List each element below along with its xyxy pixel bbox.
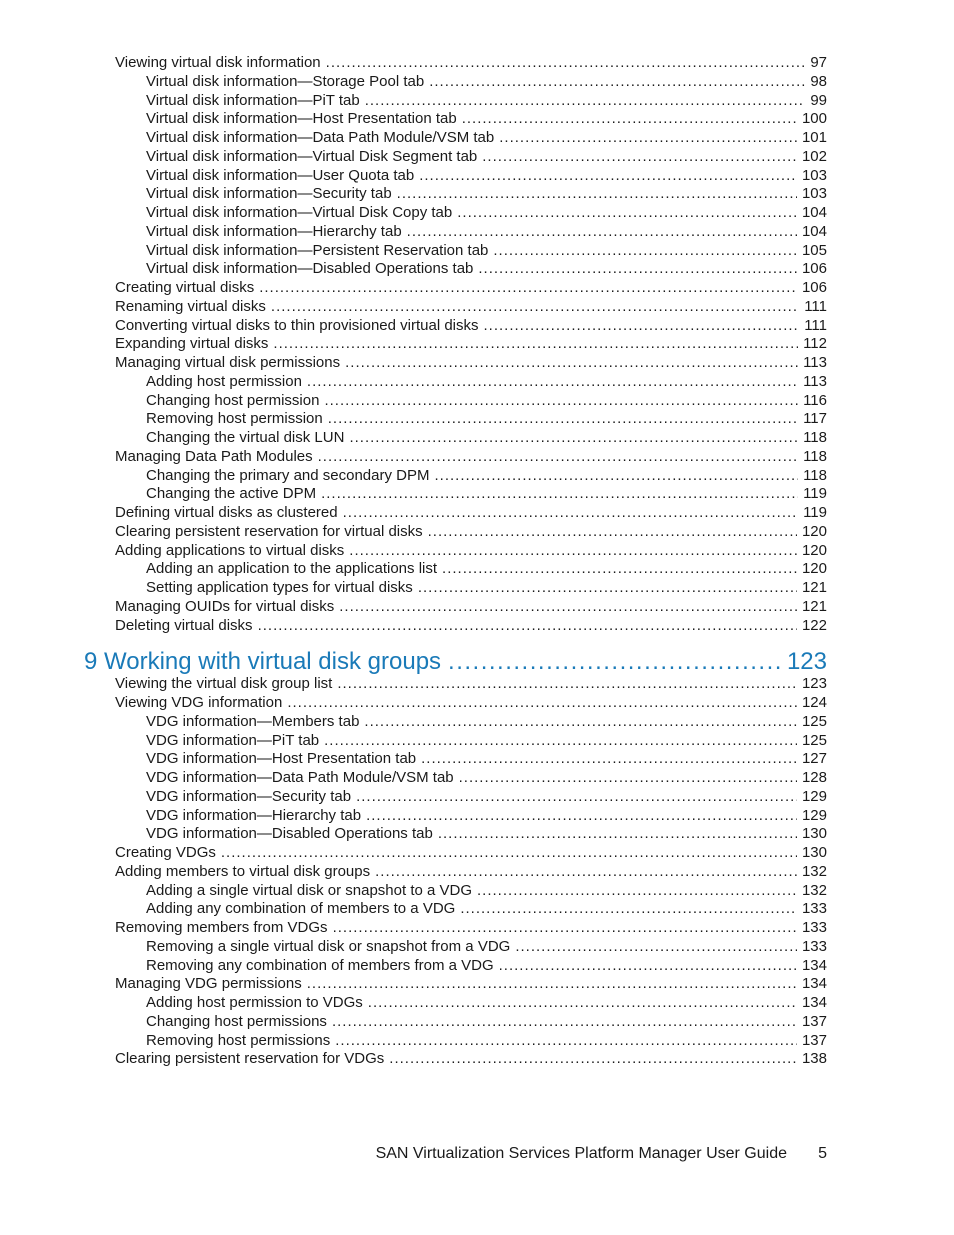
toc-entry-page-number: 138: [801, 1050, 827, 1068]
toc-entry-page-number: 132: [801, 862, 827, 880]
toc-entry-title: Viewing the virtual disk group list: [115, 675, 333, 693]
toc-entry[interactable]: [146, 994, 827, 1013]
toc-entry-page-number: 113: [803, 372, 827, 390]
toc-entry-title: VDG information—Security tab: [146, 787, 352, 805]
toc-entry-page-number: 129: [801, 787, 827, 805]
toc-entry-page-number: 124: [801, 694, 827, 711]
dot-leader: [324, 732, 797, 751]
toc-entry-page-number: 133: [801, 919, 827, 936]
dot-leader: [349, 429, 798, 448]
chapter-heading[interactable]: [84, 649, 827, 675]
toc-entry-title: VDG information—Host Presentation tab: [146, 750, 417, 768]
dot-leader: [335, 1032, 797, 1051]
dot-leader: [259, 279, 797, 298]
toc-entry[interactable]: [146, 560, 827, 579]
toc-entry[interactable]: [115, 354, 827, 373]
toc-entry-page-number: 127: [801, 750, 827, 768]
toc-entry-title: Removing a single virtual disk or snapshot from a VDG: [146, 937, 511, 955]
toc-entry-page-number: 133: [801, 900, 827, 918]
toc-entry-page-number: 137: [801, 1012, 827, 1030]
toc-entry-page-number: 116: [803, 391, 827, 409]
dot-leader: [324, 392, 798, 411]
toc-entry-title: Removing host permission: [146, 410, 323, 428]
dot-leader: [477, 882, 797, 901]
toc-entry-page-number: 111: [804, 316, 827, 334]
toc-entry[interactable]: [146, 788, 827, 807]
toc-entry-page-number: 130: [801, 825, 827, 843]
dot-leader: [343, 504, 798, 523]
dot-leader: [499, 129, 797, 148]
dot-leader: [478, 260, 797, 279]
dot-leader: [484, 317, 800, 336]
toc-entry[interactable]: [146, 410, 827, 429]
toc-entry-title: Virtual disk information—User Quota tab: [146, 166, 415, 184]
dot-leader: [397, 185, 797, 204]
dot-leader: [460, 900, 797, 919]
toc-entry-title: Adding members to virtual disk groups: [115, 862, 371, 880]
toc-entry-title: Virtual disk information—Virtual Disk Copy tab: [146, 204, 453, 221]
toc-entry[interactable]: [115, 523, 827, 542]
toc-entry[interactable]: [146, 373, 827, 392]
toc-entry-page-number: 119: [803, 485, 827, 503]
dot-leader: [459, 769, 797, 788]
dot-leader: [287, 694, 797, 713]
toc-entry[interactable]: [115, 675, 827, 694]
toc-entry[interactable]: [146, 1032, 827, 1051]
toc-entry-title: Renaming virtual disks: [115, 297, 266, 315]
toc-entry-page-number: 118: [803, 447, 827, 465]
toc-entry[interactable]: [146, 242, 827, 261]
toc-entry[interactable]: [146, 957, 827, 976]
dot-leader: [448, 649, 780, 675]
footer-title: SAN Virtualization Services Platform Manager User Guide: [375, 1145, 787, 1162]
toc-entry-title: Changing the active DPM: [146, 485, 317, 503]
toc-entry-title: Clearing persistent reservation for virtual disks: [115, 522, 423, 540]
toc-entry-page-number: 99: [810, 91, 827, 109]
toc-entry-title: Adding applications to virtual disks: [115, 541, 345, 559]
dot-leader: [482, 148, 797, 167]
toc-entry[interactable]: [115, 448, 827, 467]
toc-entry[interactable]: [146, 713, 827, 732]
toc-entry-title: Viewing VDG information: [115, 694, 283, 711]
dot-leader: [337, 675, 797, 694]
toc-entry[interactable]: [146, 148, 827, 167]
dot-leader: [326, 54, 806, 73]
dot-leader: [407, 223, 797, 242]
toc-entry-title: Virtual disk information—Storage Pool tab: [146, 72, 425, 90]
toc-section-bottom: [0, 675, 954, 1069]
toc-entry[interactable]: [146, 485, 827, 504]
dot-leader: [438, 825, 797, 844]
dot-leader: [332, 1013, 797, 1032]
toc-entry-page-number: 113: [803, 354, 827, 371]
toc-entry[interactable]: [115, 975, 827, 994]
toc-entry[interactable]: [146, 467, 827, 486]
dot-leader: [307, 373, 798, 392]
toc-entry-page-number: 121: [801, 597, 827, 615]
toc-entry-page-number: 98: [810, 72, 827, 90]
toc-entry-title: Managing OUIDs for virtual disks: [115, 597, 335, 615]
toc-entry-title: Changing host permissions: [146, 1012, 327, 1030]
toc-entry-page-number: 132: [801, 881, 827, 899]
toc-entry-page-number: 101: [801, 129, 827, 146]
toc-entry-page-number: 119: [803, 504, 827, 521]
toc-entry-title: Creating virtual disks: [115, 279, 255, 296]
table-of-contents: [0, 54, 954, 1069]
toc-entry[interactable]: [146, 825, 827, 844]
footer-page-number: 5: [818, 1145, 827, 1162]
dot-leader: [321, 485, 798, 504]
chapter-page-number: 123: [786, 648, 827, 676]
chapter-title: 9 Working with virtual disk groups: [84, 648, 442, 676]
dot-leader: [364, 713, 797, 732]
dot-leader: [221, 844, 797, 863]
dot-leader: [375, 863, 797, 882]
toc-entry-page-number: 134: [801, 975, 827, 993]
dot-leader: [434, 467, 798, 486]
toc-entry-title: Converting virtual disks to thin provisioned virtual disks: [115, 316, 479, 334]
toc-entry[interactable]: [146, 882, 827, 901]
toc-entry[interactable]: [146, 1013, 827, 1032]
toc-entry[interactable]: [115, 298, 827, 317]
toc-entry[interactable]: [146, 750, 827, 769]
toc-entry-title: Changing host permission: [146, 391, 320, 409]
toc-entry-title: VDG information—PiT tab: [146, 731, 320, 749]
toc-entry-title: Virtual disk information—Host Presentation tab: [146, 110, 457, 128]
toc-entry-page-number: 133: [801, 937, 827, 955]
dot-leader: [499, 957, 797, 976]
toc-entry-title: Removing members from VDGs: [115, 919, 328, 936]
toc-entry-page-number: 106: [801, 260, 827, 278]
toc-entry[interactable]: [146, 769, 827, 788]
toc-entry[interactable]: [146, 129, 827, 148]
toc-entry-page-number: 105: [801, 241, 827, 259]
dot-leader: [462, 110, 797, 129]
toc-entry[interactable]: [146, 807, 827, 826]
toc-entry-title: VDG information—Members tab: [146, 712, 360, 730]
toc-entry-title: Virtual disk information—Hierarchy tab: [146, 222, 402, 240]
toc-entry-page-number: 104: [801, 204, 827, 221]
toc-entry-page-number: 120: [801, 560, 827, 578]
toc-entry[interactable]: [146, 392, 827, 411]
dot-leader: [258, 617, 797, 636]
toc-entry-title: VDG information—Hierarchy tab: [146, 806, 362, 824]
toc-entry-page-number: 120: [801, 522, 827, 540]
toc-entry[interactable]: [146, 938, 827, 957]
toc-entry-title: Virtual disk information—Virtual Disk Segment tab: [146, 147, 478, 165]
toc-entry[interactable]: [146, 900, 827, 919]
toc-entry-page-number: 97: [810, 54, 827, 71]
toc-entry[interactable]: [146, 260, 827, 279]
toc-entry[interactable]: [146, 579, 827, 598]
dot-leader: [429, 73, 805, 92]
dot-leader: [457, 204, 797, 223]
toc-entry-title: Removing any combination of members from a VDG: [146, 956, 494, 974]
toc-entry-title: Removing host permissions: [146, 1031, 331, 1049]
dot-leader: [271, 298, 799, 317]
toc-entry[interactable]: [115, 279, 827, 298]
toc-entry-page-number: 121: [801, 579, 827, 596]
dot-leader: [339, 598, 797, 617]
toc-entry[interactable]: [115, 844, 827, 863]
toc-entry-page-number: 125: [801, 712, 827, 730]
toc-entry[interactable]: [115, 863, 827, 882]
toc-entry-title: Expanding virtual disks: [115, 335, 269, 353]
toc-entry-title: Creating VDGs: [115, 844, 216, 861]
dot-leader: [356, 788, 797, 807]
toc-entry-title: Adding a single virtual disk or snapshot to a VDG: [146, 881, 473, 899]
toc-entry-title: Clearing persistent reservation for VDGs: [115, 1050, 385, 1068]
dot-leader: [328, 410, 798, 429]
dot-leader: [419, 167, 797, 186]
toc-entry-title: Adding host permission: [146, 372, 302, 390]
toc-entry[interactable]: [146, 185, 827, 204]
dot-leader: [428, 523, 797, 542]
toc-entry[interactable]: [115, 542, 827, 561]
toc-entry-page-number: 103: [801, 166, 827, 184]
dot-leader: [333, 919, 797, 938]
toc-entry-title: Managing virtual disk permissions: [115, 354, 341, 371]
toc-entry-page-number: 129: [801, 806, 827, 824]
toc-entry[interactable]: [115, 919, 827, 938]
toc-entry-page-number: 123: [801, 675, 827, 693]
toc-entry-title: Virtual disk information—Data Path Module/VSM tab: [146, 129, 495, 146]
dot-leader: [418, 579, 797, 598]
dot-leader: [307, 975, 797, 994]
toc-entry-page-number: 128: [801, 769, 827, 786]
toc-entry-page-number: 111: [804, 297, 827, 315]
toc-entry-title: Viewing virtual disk information: [115, 54, 321, 71]
toc-entry-page-number: 118: [803, 466, 827, 484]
toc-entry[interactable]: [146, 223, 827, 242]
dot-leader: [368, 994, 797, 1013]
dot-leader: [318, 448, 798, 467]
toc-entry-page-number: 120: [801, 541, 827, 559]
toc-entry-page-number: 102: [801, 147, 827, 165]
toc-entry-page-number: 117: [803, 410, 827, 428]
toc-entry-page-number: 106: [801, 279, 827, 296]
toc-entry-title: VDG information—Disabled Operations tab: [146, 825, 433, 843]
toc-entry-title: Adding any combination of members to a VDG: [146, 900, 456, 918]
toc-entry-title: Defining virtual disks as clustered: [115, 504, 338, 521]
dot-leader: [273, 335, 798, 354]
toc-entry[interactable]: [115, 1050, 827, 1069]
toc-entry-page-number: 104: [801, 222, 827, 240]
dot-leader: [365, 92, 806, 111]
toc-entry-title: Virtual disk information—Persistent Reservation tab: [146, 241, 489, 259]
toc-entry-title: Virtual disk information—Disabled Operations tab: [146, 260, 474, 278]
dot-leader: [421, 750, 797, 769]
toc-entry-title: Changing the virtual disk LUN: [146, 429, 345, 446]
toc-entry-page-number: 112: [803, 335, 827, 353]
toc-entry-title: Adding an application to the applications list: [146, 560, 438, 578]
toc-entry-title: Setting application types for virtual disks: [146, 579, 413, 596]
toc-entry[interactable]: [146, 92, 827, 111]
toc-entry-title: Virtual disk information—PiT tab: [146, 91, 360, 109]
dot-leader: [389, 1050, 797, 1069]
dot-leader: [493, 242, 797, 261]
toc-entry-title: Deleting virtual disks: [115, 616, 253, 634]
toc-entry[interactable]: [146, 167, 827, 186]
toc-entry-title: Managing Data Path Modules: [115, 447, 313, 465]
toc-entry-page-number: 122: [801, 616, 827, 634]
toc-entry[interactable]: [115, 598, 827, 617]
dot-leader: [345, 354, 798, 373]
dot-leader: [349, 542, 797, 561]
toc-entry[interactable]: [115, 335, 827, 354]
toc-entry-title: Changing the primary and secondary DPM: [146, 466, 430, 484]
toc-entry-title: Adding host permission to VDGs: [146, 994, 363, 1011]
toc-entry-page-number: 100: [801, 110, 827, 128]
toc-entry[interactable]: [115, 317, 827, 336]
toc-entry-page-number: 134: [801, 994, 827, 1011]
toc-entry-title: Managing VDG permissions: [115, 975, 302, 993]
toc-entry[interactable]: [115, 617, 827, 636]
toc-entry[interactable]: [146, 110, 827, 129]
toc-entry-page-number: 130: [801, 844, 827, 861]
toc-entry[interactable]: [115, 694, 827, 713]
dot-leader: [515, 938, 797, 957]
toc-entry[interactable]: [146, 73, 827, 92]
toc-entry-title: Virtual disk information—Security tab: [146, 185, 392, 203]
toc-entry-page-number: 137: [801, 1031, 827, 1049]
toc-section-top: [0, 54, 954, 635]
dot-leader: [442, 560, 797, 579]
toc-entry[interactable]: [146, 204, 827, 223]
toc-entry[interactable]: [115, 504, 827, 523]
toc-entry-page-number: 134: [801, 956, 827, 974]
toc-entry-page-number: 125: [801, 731, 827, 749]
toc-entry[interactable]: [146, 732, 827, 751]
dot-leader: [366, 807, 797, 826]
toc-entry-title: VDG information—Data Path Module/VSM tab: [146, 769, 454, 786]
toc-entry[interactable]: [115, 54, 827, 73]
toc-entry[interactable]: [146, 429, 827, 448]
toc-entry-page-number: 103: [801, 185, 827, 203]
toc-entry-page-number: 118: [803, 429, 827, 446]
